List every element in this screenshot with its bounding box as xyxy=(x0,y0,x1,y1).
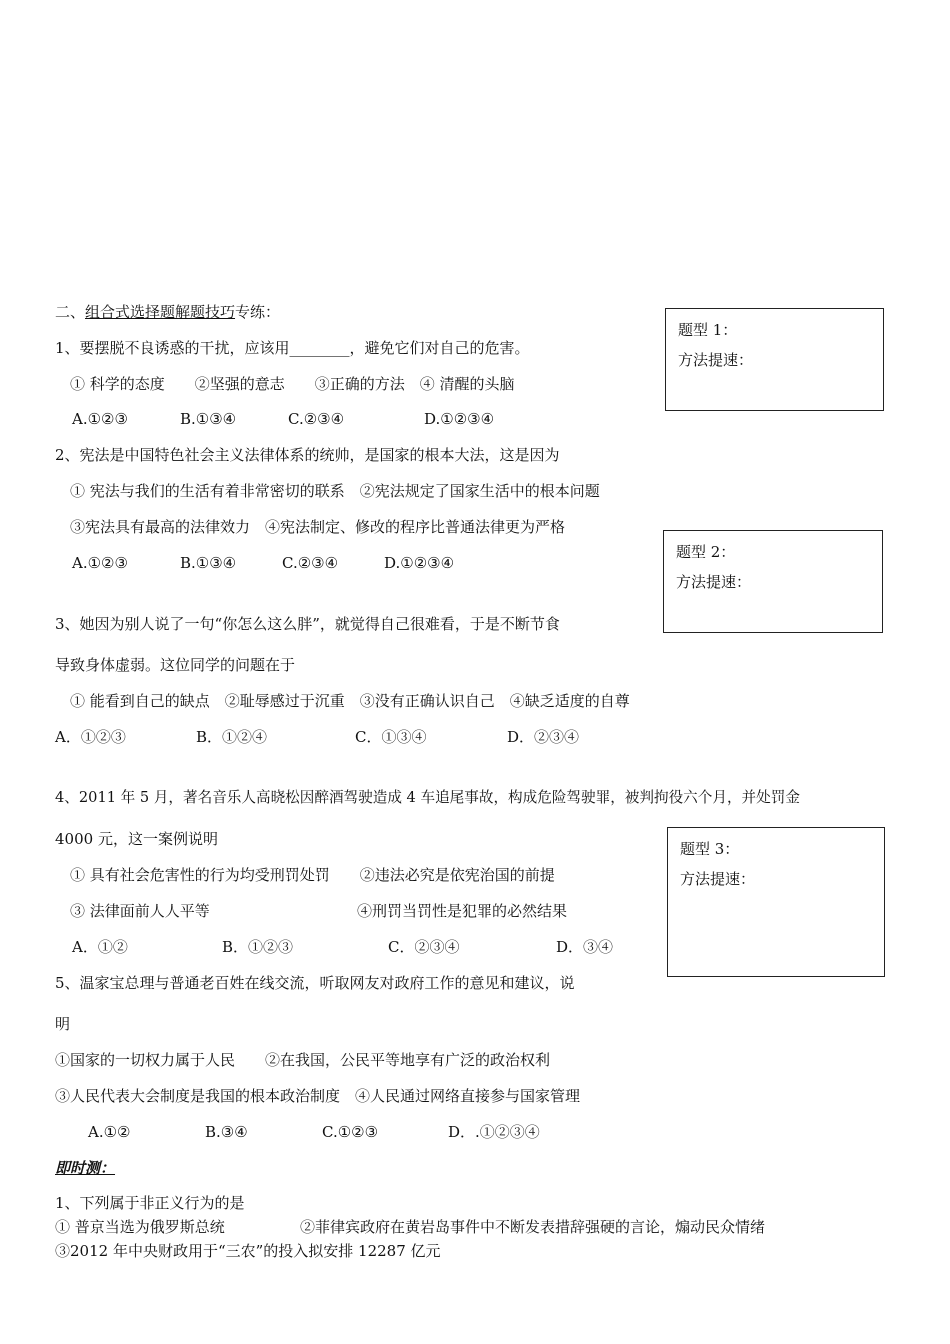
section-title xyxy=(55,302,280,322)
question-1-stem: 1、要摆脱不良诱惑的干扰，应该用________，避免它们对自己的危害。 xyxy=(55,339,530,357)
quiz-question-1-item-3: ③2012 年中央财政用于“三农”的投入拟安排 12287 亿元 xyxy=(55,1242,441,1260)
question-4-items-1: ① 具有社会危害性的行为均受刑罚处罚 ②违法必究是依宪治国的前提 xyxy=(70,866,555,884)
question-5-items-2: ③人民代表大会制度是我国的根本政治制度 ④人民通过网络直接参与国家管理 xyxy=(55,1087,581,1105)
question-4-choice-c: C．②③④ xyxy=(388,938,460,956)
method-label: 方法提速： xyxy=(676,573,752,591)
question-3-choice-a: A．①②③ xyxy=(55,728,126,746)
method-label: 方法提速： xyxy=(680,870,756,888)
question-5-choice-a: A.①② xyxy=(88,1123,131,1141)
question-4-stem-1: 4、2011 年 5 月，著名音乐人高晓松因醉酒驾驶造成 4 车追尾事故，构成危险驾驶罪，被判拘役六个月，并处罚金 xyxy=(55,789,800,806)
question-5-stem-1: 5、温家宝总理与普通老百姓在线交流，听取网友对政府工作的意见和建议，说 xyxy=(55,974,575,992)
question-1-choice-a: A.①②③ xyxy=(72,410,128,428)
question-4-items-2b: ④刑罚当罚性是犯罪的必然结果 xyxy=(357,902,568,920)
question-2-items-1: ① 宪法与我们的生活有着非常密切的联系 ②宪法规定了国家生活中的根本问题 xyxy=(70,482,600,500)
quiz-question-1-item-2: ②菲律宾政府在黄岩岛事件中不断发表措辞强硬的言论，煽动民众情绪 xyxy=(300,1218,766,1236)
type-box-2 xyxy=(663,530,883,633)
question-1-choice-b: B.①③④ xyxy=(180,410,237,428)
quiz-question-1-stem: 1、下列属于非正义行为的是 xyxy=(55,1194,245,1212)
type-label: 题型 2： xyxy=(676,543,736,561)
question-2-choice-d: D.①②③④ xyxy=(384,554,455,572)
question-3-items: ① 能看到自己的缺点 ②耻辱感过于沉重 ③没有正确认识自己 ④缺乏适度的自尊 xyxy=(70,692,630,710)
question-5-stem-2: 明 xyxy=(55,1015,71,1033)
question-4-stem-2: 4000 元，这一案例说明 xyxy=(55,830,218,848)
question-3-choice-d: D．②③④ xyxy=(507,728,580,746)
question-1-choice-d: D.①②③④ xyxy=(424,410,495,428)
question-5-choice-d: D．.①②③④ xyxy=(448,1123,540,1141)
question-5-choice-b: B.③④ xyxy=(205,1123,248,1141)
quiz-heading: 即时测： xyxy=(55,1159,116,1177)
question-3-stem-1: 3、她因为别人说了一句“你怎么这么胖”，就觉得自己很难看，于是不断节食 xyxy=(55,615,560,633)
question-4-choice-a: A．①② xyxy=(72,938,128,956)
question-2-choice-b: B.①③④ xyxy=(180,554,237,572)
type-box-1 xyxy=(665,308,884,411)
section-title-underlined: 组合式选择题解题技巧 xyxy=(85,303,236,321)
question-4-choice-d: D．③④ xyxy=(556,938,614,956)
type-label: 题型 3： xyxy=(680,840,740,858)
question-1-items: ① 科学的态度 ②坚强的意志 ③正确的方法 ④ 清醒的头脑 xyxy=(70,375,515,393)
question-1-choice-c: C.②③④ xyxy=(288,410,345,428)
question-2-stem: 2、宪法是中国特色社会主义法律体系的统帅，是国家的根本大法，这是因为 xyxy=(55,446,560,464)
type-box-3 xyxy=(667,827,885,977)
quiz-question-1-item-1: ① 普京当选为俄罗斯总统 xyxy=(55,1218,225,1236)
question-3-choice-b: B．①②④ xyxy=(196,728,268,746)
question-2-choice-c: C.②③④ xyxy=(282,554,339,572)
section-title-text: 二、组合式选择题解题技巧专练： xyxy=(55,303,281,321)
question-4-choice-b: B．①②③ xyxy=(222,938,294,956)
question-5-choice-c: C.①②③ xyxy=(322,1123,379,1141)
question-4-items-2a: ③ 法律面前人人平等 xyxy=(70,902,210,920)
question-5-items-1: ①国家的一切权力属于人民 ②在我国，公民平等地享有广泛的政治权利 xyxy=(55,1051,551,1069)
type-label: 题型 1： xyxy=(678,321,738,339)
question-2-choice-a: A.①②③ xyxy=(72,554,128,572)
method-label: 方法提速： xyxy=(678,351,754,369)
question-2-items-2: ③宪法具有最高的法律效力 ④宪法制定、修改的程序比普通法律更为严格 xyxy=(70,518,566,536)
question-3-stem-2: 导致身体虚弱。这位同学的问题在于 xyxy=(55,656,296,674)
question-3-choice-c: C．①③④ xyxy=(355,728,427,746)
